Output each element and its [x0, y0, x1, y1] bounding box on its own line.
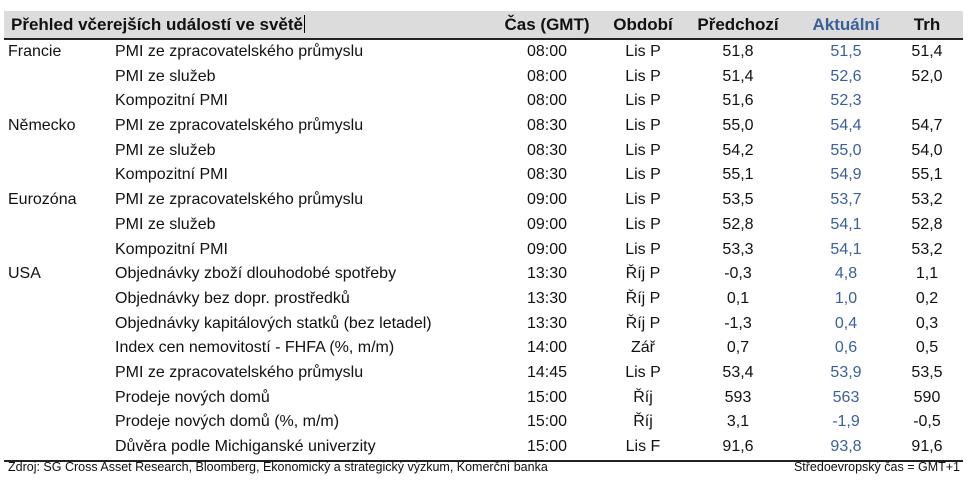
table-row: [4, 410, 963, 435]
cell-event: PMI ze zpracovatelského průmyslu: [115, 363, 364, 381]
table-row: [4, 336, 963, 361]
cell-country: Eurozóna: [8, 191, 77, 209]
cell-actual: 52,3: [830, 92, 862, 110]
cell-time: 13:30: [526, 289, 568, 307]
cell-time: 09:00: [526, 191, 568, 209]
cell-previous: 51,8: [722, 43, 754, 60]
cell-market: 52,0: [911, 67, 943, 85]
cell-event: Prodeje nových domů: [115, 388, 270, 406]
cell-event: Důvěra podle Michiganské univerzity: [115, 438, 376, 455]
source-note: Zdroj: SG Cross Asset Research, Bloomberg, Ekonomický a strategický výzkum, Komerční banka: [8, 460, 548, 474]
table-row: [4, 40, 963, 65]
cell-market: 52,8: [911, 215, 943, 233]
cell-actual: 55,0: [830, 141, 862, 159]
cell-period: Lis F: [625, 438, 661, 455]
table-title: Přehled včerejších událostí ve světě: [11, 15, 303, 34]
table-row: [4, 188, 963, 213]
cell-country: USA: [8, 265, 41, 283]
cell-event: PMI ze zpracovatelského průmyslu: [115, 43, 364, 60]
timezone-note: Středoevropský čas = GMT+1: [793, 460, 960, 474]
cell-actual: 1,0: [834, 289, 858, 307]
cell-period: Lis P: [625, 92, 661, 110]
cell-previous: 51,6: [722, 92, 754, 110]
cell-time: 14:00: [526, 339, 568, 357]
cell-actual: 93,8: [830, 438, 862, 455]
cell-time: 13:30: [526, 265, 568, 283]
cell-actual: 4,8: [834, 265, 858, 283]
cell-previous: 3,1: [726, 413, 750, 431]
cell-actual: 53,9: [830, 363, 862, 381]
cell-previous: 53,4: [722, 363, 754, 381]
cell-time: 15:00: [526, 388, 568, 406]
table-row: [4, 163, 963, 188]
table-row: [4, 89, 963, 114]
cell-market: 53,2: [911, 191, 943, 209]
cell-actual: 52,6: [830, 67, 862, 85]
cell-market: -0,5: [913, 413, 941, 431]
cell-time: 08:00: [526, 92, 568, 110]
cell-previous: 53,3: [722, 240, 754, 258]
cell-actual: 0,6: [834, 339, 858, 357]
cell-period: Lis P: [625, 43, 661, 60]
cell-previous: 55,0: [722, 117, 754, 135]
cell-period: Říj P: [625, 314, 661, 332]
cell-period: Říj: [633, 388, 653, 406]
cell-previous: 0,7: [726, 339, 750, 357]
cell-period: Lis P: [625, 67, 661, 85]
table-row: [4, 435, 963, 462]
cell-previous: 55,1: [722, 166, 754, 184]
text-cursor: [304, 15, 305, 33]
table-row: [4, 238, 963, 263]
cell-event: Objednávky kapitálových statků (bez letadel): [115, 314, 432, 332]
cell-event: Index cen nemovitostí - FHFA (%, m/m): [115, 339, 395, 357]
cell-market: 0,3: [915, 314, 939, 332]
cell-period: Lis P: [625, 215, 661, 233]
cell-market: 590: [913, 388, 941, 406]
table-header: [4, 11, 963, 38]
cell-time: 08:00: [526, 67, 568, 85]
cell-market: 51,4: [911, 43, 943, 60]
cell-event: Kompozitní PMI: [115, 92, 228, 110]
cell-market: 0,2: [915, 289, 939, 307]
cell-event: Kompozitní PMI: [115, 240, 228, 258]
cell-market: 91,6: [911, 438, 943, 455]
cell-previous: 593: [724, 388, 752, 406]
cell-market: 54,0: [911, 141, 943, 159]
table-row: [4, 312, 963, 337]
table-body: [4, 40, 963, 462]
cell-time: 08:30: [526, 141, 568, 159]
cell-time: 14:45: [526, 363, 568, 381]
cell-period: Zář: [631, 339, 655, 357]
cell-actual: 53,7: [830, 191, 862, 209]
cell-time: 08:00: [526, 43, 568, 60]
cell-event: PMI ze zpracovatelského průmyslu: [115, 191, 364, 209]
cell-period: Lis P: [625, 363, 661, 381]
cell-country: Francie: [8, 43, 62, 60]
cell-event: Objednávky zboží dlouhodobé spotřeby: [115, 265, 397, 283]
cell-event: Objednávky bez dopr. prostředků: [115, 289, 350, 307]
cell-market: 0,5: [915, 339, 939, 357]
cell-time: 09:00: [526, 215, 568, 233]
column-header-market: Trh: [913, 15, 941, 34]
cell-previous: -0,3: [724, 265, 752, 283]
cell-event: PMI ze služeb: [115, 215, 216, 233]
cell-market: 54,7: [911, 117, 943, 135]
cell-period: Lis P: [625, 191, 661, 209]
cell-event: PMI ze služeb: [115, 141, 216, 159]
cell-previous: -1,3: [724, 314, 752, 332]
cell-market: 53,5: [911, 363, 943, 381]
cell-actual: 0,4: [834, 314, 858, 332]
cell-actual: 563: [832, 388, 860, 406]
cell-period: Lis P: [625, 166, 661, 184]
cell-time: 13:30: [526, 314, 568, 332]
cell-actual: 54,4: [830, 117, 862, 135]
column-header-time: Čas (GMT): [504, 15, 590, 34]
column-header-actual: Aktuální: [812, 15, 880, 34]
cell-event: PMI ze služeb: [115, 67, 216, 85]
table-row: [4, 386, 963, 411]
cell-time: 15:00: [526, 438, 568, 455]
table-row: [4, 213, 963, 238]
column-header-period: Období: [613, 15, 673, 34]
cell-period: Lis P: [625, 240, 661, 258]
cell-period: Lis P: [625, 117, 661, 135]
cell-country: Německo: [8, 117, 76, 135]
table-row: [4, 361, 963, 386]
cell-actual: 51,5: [830, 43, 862, 60]
table-row: [4, 287, 963, 312]
table-row: [4, 139, 963, 164]
cell-previous: 0,1: [726, 289, 750, 307]
table-row: [4, 65, 963, 90]
cell-actual: 54,9: [830, 166, 862, 184]
cell-actual: 54,1: [830, 240, 862, 258]
cell-period: Říj P: [625, 265, 661, 283]
cell-market: 55,1: [911, 166, 943, 184]
cell-previous: 51,4: [722, 67, 754, 85]
cell-period: Říj: [633, 413, 653, 431]
table-row: [4, 262, 963, 287]
cell-time: 08:30: [526, 117, 568, 135]
cell-event: Prodeje nových domů (%, m/m): [115, 413, 340, 431]
column-header-previous: Předchozí: [697, 15, 779, 34]
cell-event: PMI ze zpracovatelského průmyslu: [115, 117, 364, 135]
cell-actual: 54,1: [830, 215, 862, 233]
cell-market: 53,2: [911, 240, 943, 258]
cell-previous: 52,8: [722, 215, 754, 233]
cell-previous: 54,2: [722, 141, 754, 159]
table-row: [4, 114, 963, 139]
cell-time: 15:00: [526, 413, 568, 431]
cell-time: 08:30: [526, 166, 568, 184]
cell-previous: 91,6: [722, 438, 754, 455]
cell-actual: -1,9: [832, 413, 860, 431]
cell-event: Kompozitní PMI: [115, 166, 228, 184]
cell-market: 1,1: [915, 265, 939, 283]
cell-period: Lis P: [625, 141, 661, 159]
cell-period: Říj P: [625, 289, 661, 307]
cell-previous: 53,5: [722, 191, 754, 209]
cell-time: 09:00: [526, 240, 568, 258]
